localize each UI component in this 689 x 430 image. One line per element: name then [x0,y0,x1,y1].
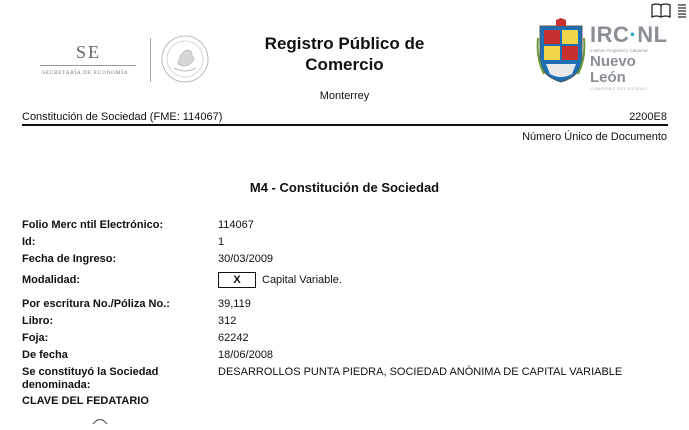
irc-logo-state: Nuevo León [590,53,636,86]
page-title-line-1: Registro Público de [264,34,425,53]
irc-logo [590,24,670,91]
document-code: 2200E8 [629,111,667,123]
irc-logo-dot: · [629,22,638,47]
denominada-value: DESARROLLOS PUNTA PIEDRA, SOCIEDAD ANÓNIMA DE CAPITAL VARIABLE [218,366,623,378]
list-icon[interactable] [677,3,687,19]
section-title: M4 - Constitución de Sociedad [249,180,440,195]
unique-document-number-label: Número Único de Documento [522,131,667,143]
constitution-line: Constitución de Sociedad (FME: 114067) [22,111,223,123]
fecha-ingreso-value: 30/03/2009 [218,253,274,265]
escritura-label: Por escritura No./Póliza No.: [22,298,170,310]
irc-logo-title [590,24,670,46]
header-divider [22,124,668,126]
id-value: 1 [218,236,225,248]
folio-label: Folio Merc ntil Electrónico: [22,219,164,231]
foja-value: 62242 [218,332,249,344]
modalidad-value: Capital Variable. [262,274,342,286]
foja-label: Foja: [22,332,49,344]
denominada-label-line-2: denominada: [22,379,91,391]
id-label: Id: [22,236,36,248]
irc-logo-tagline: Instituto Registral y Catastral [590,48,648,53]
nuevo-leon-shield-icon [536,18,586,89]
page-title-line-2: Comercio [305,55,384,74]
se-logo-text: SE [76,42,102,62]
modalidad-checkbox: X [218,272,256,288]
book-icon[interactable] [651,3,671,19]
clave-fedatario-label: CLAVE DEL FEDATARIO [22,395,149,407]
libro-label: Libro: [22,315,54,327]
fecha-ingreso-label: Fecha de Ingreso: [22,253,117,265]
partial-glyph-icon [92,412,108,430]
viewer-toolbar [651,3,687,19]
irc-logo-gov: GOBIERNO DEL ESTADO [590,86,648,91]
libro-value: 312 [218,315,237,327]
city-label: Monterrey [319,90,370,102]
folio-value: 114067 [218,219,254,231]
fecha-value: 18/06/2008 [218,349,274,361]
fecha-label: De fecha [22,349,68,361]
escritura-value: 39,119 [218,298,251,310]
irc-logo-nl: NL [637,22,668,47]
irc-logo-irc: IRC [590,22,630,47]
modalidad-label: Modalidad: [22,274,81,286]
se-logo-subtitle: SECRETARÍA DE ECONOMÍA [42,70,129,76]
denominada-label-line-1: Se constituyó la Sociedad [22,366,159,378]
